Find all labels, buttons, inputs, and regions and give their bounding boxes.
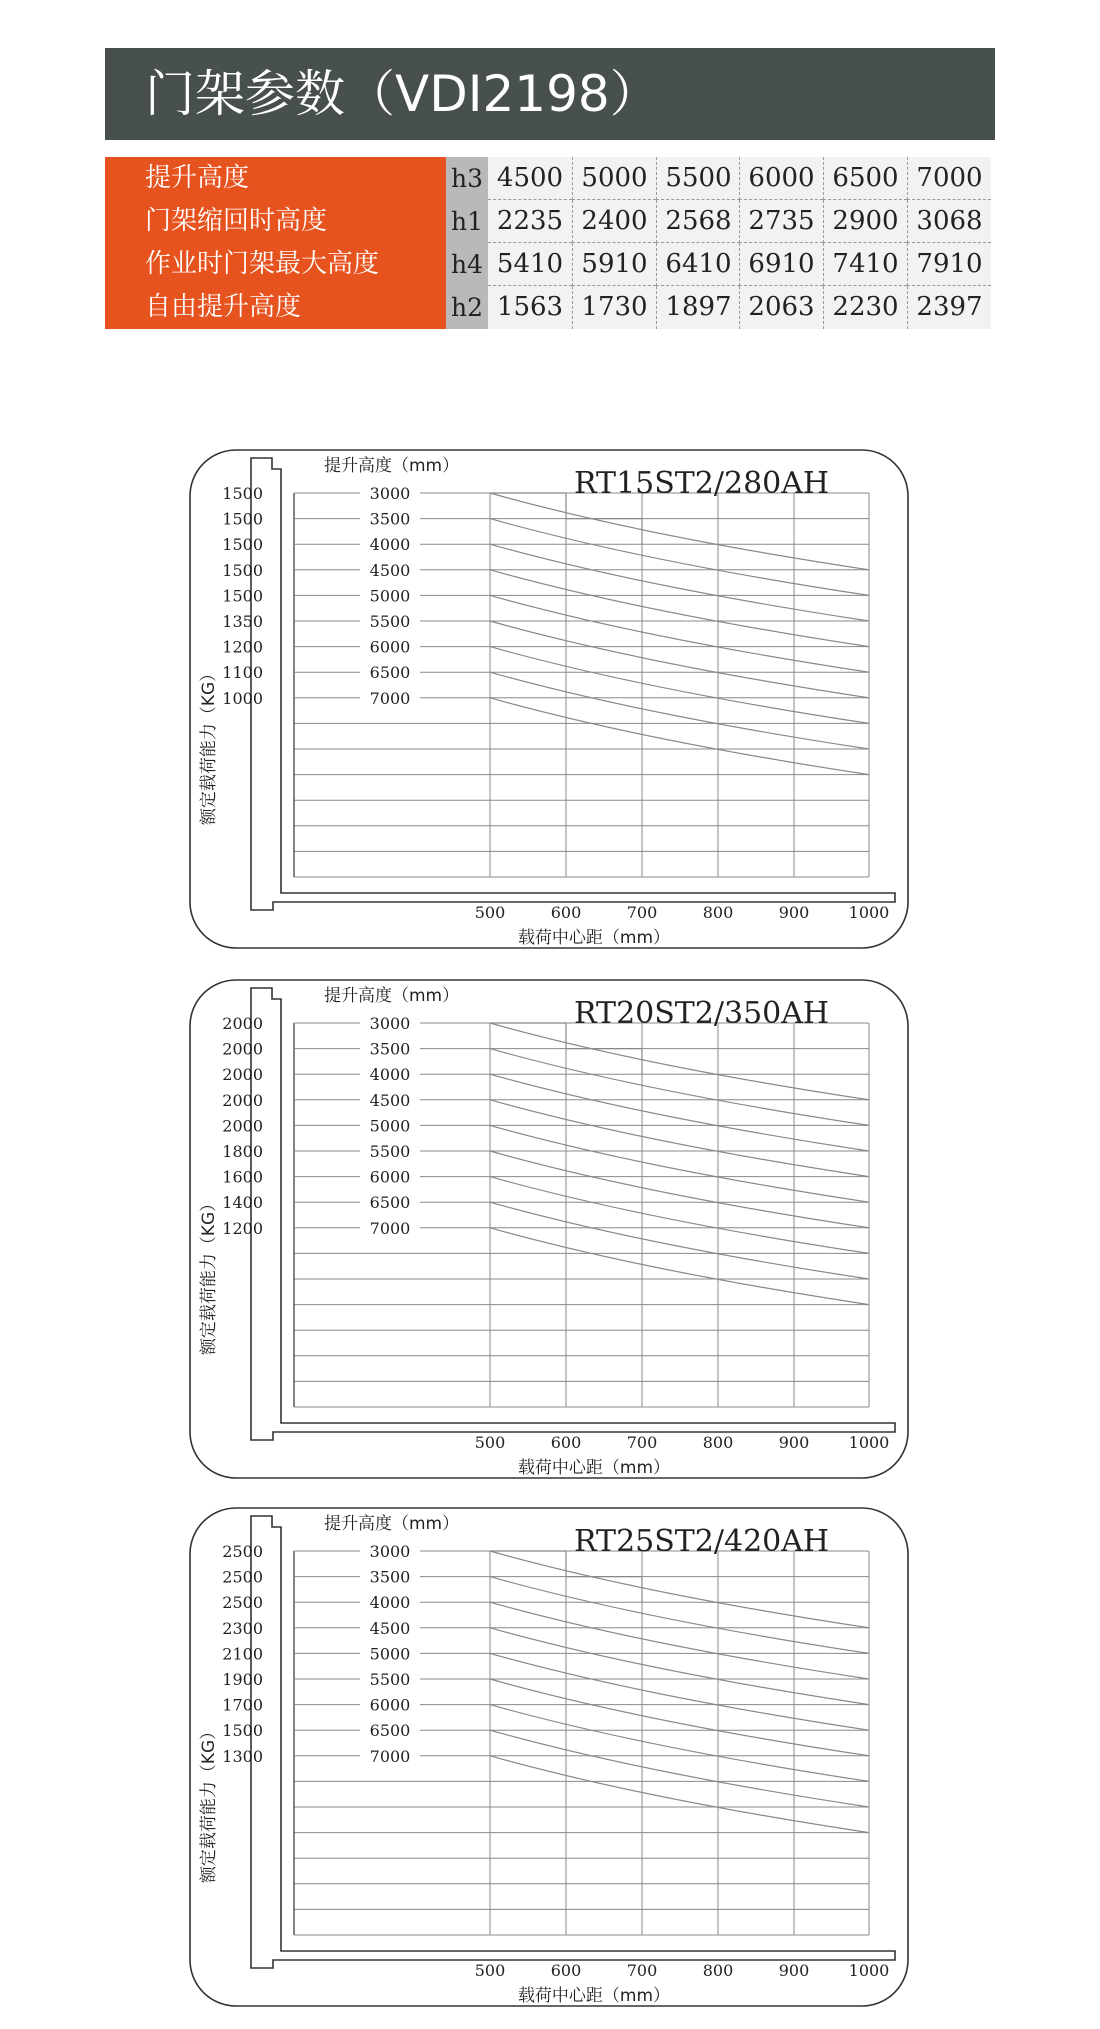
- row-label: 自由提升高度: [105, 286, 446, 329]
- capacity-curve: [490, 1756, 869, 1833]
- height-header: 提升高度（mm）: [324, 456, 460, 476]
- capacity-label: 2000: [222, 1116, 263, 1136]
- x-axis-label: 载荷中心距（mm）: [517, 1458, 671, 1478]
- x-tick-label: 600: [550, 1433, 582, 1452]
- capacity-label: 2000: [222, 1090, 263, 1110]
- table-cell: 2735: [739, 200, 823, 243]
- lift-height-label: 4500: [369, 1090, 411, 1110]
- lift-height-label: 3000: [369, 1542, 411, 1561]
- table-cell: 6500: [823, 157, 907, 200]
- chart-frame: [190, 450, 908, 948]
- lift-height-label: 3500: [369, 1567, 411, 1587]
- capacity-label: 2000: [222, 1014, 263, 1033]
- table-cell: 2230: [823, 286, 907, 329]
- load-chart: [0, 1503, 1100, 2013]
- capacity-label: 1500: [222, 560, 263, 580]
- capacity-label: 2500: [222, 1567, 263, 1587]
- table-row: [105, 243, 995, 286]
- y-axis-label: 额定载荷能力（KG）: [199, 664, 219, 826]
- capacity-label: 2500: [222, 1593, 263, 1613]
- x-tick-label: 900: [778, 903, 810, 922]
- capacity-label: 2000: [222, 1065, 263, 1085]
- load-chart: [0, 975, 1100, 1485]
- table-cell: 1897: [656, 286, 740, 329]
- x-tick-label: 600: [550, 1961, 582, 1980]
- table-cell: 7000: [907, 157, 991, 200]
- height-header: 提升高度（mm）: [324, 1514, 460, 1534]
- table-cell: 7910: [907, 243, 991, 286]
- lift-height-label: 5000: [369, 1116, 411, 1136]
- table-row: [105, 286, 995, 329]
- table-cell: 2900: [823, 200, 907, 243]
- x-tick-label: 500: [474, 903, 506, 922]
- table-cell: 6910: [739, 243, 823, 286]
- chart-title: RT20ST2/350AH: [574, 996, 830, 1031]
- lift-height-label: 3000: [369, 1014, 411, 1033]
- lift-height-label: 3500: [369, 1039, 411, 1059]
- lift-height-label: 4000: [369, 535, 411, 555]
- table-cell: 6410: [656, 243, 740, 286]
- lift-height-label: 4500: [369, 560, 411, 580]
- lift-height-label: 5500: [369, 1670, 411, 1689]
- row-label: 作业时门架最大高度: [105, 243, 446, 286]
- lift-height-label: 5000: [369, 586, 411, 606]
- row-label: 门架缩回时高度: [105, 200, 446, 243]
- chart-frame: [190, 1508, 908, 2006]
- capacity-label: 1500: [222, 484, 263, 503]
- capacity-label: 1500: [222, 1721, 263, 1741]
- row-label: 提升高度: [105, 157, 446, 200]
- lift-height-label: 5500: [369, 1142, 411, 1161]
- height-header: 提升高度（mm）: [324, 986, 460, 1006]
- capacity-label: 2100: [222, 1644, 263, 1664]
- lift-height-label: 6000: [369, 1695, 411, 1715]
- capacity-label: 1000: [222, 688, 263, 708]
- lift-height-label: 6000: [369, 1167, 411, 1187]
- capacity-curve: [490, 698, 869, 775]
- y-axis-label: 额定载荷能力（KG）: [199, 1722, 219, 1884]
- capacity-curve: [490, 1125, 869, 1202]
- table-cell: 2400: [572, 200, 656, 243]
- table-cell: 1730: [572, 286, 656, 329]
- lift-height-label: 3500: [369, 509, 411, 529]
- mast-parameter-table: [105, 157, 995, 329]
- row-code: h1: [446, 200, 488, 244]
- table-cell: 5410: [488, 243, 572, 286]
- fork-outline: [251, 988, 895, 1440]
- table-cell: 2235: [488, 200, 572, 243]
- capacity-label: 1800: [222, 1142, 263, 1161]
- page-title: 门架参数（VDI2198）: [145, 65, 660, 123]
- capacity-curve: [490, 519, 869, 596]
- x-tick-label: 1000: [848, 1961, 890, 1980]
- capacity-label: 1200: [222, 637, 263, 657]
- row-code: h3: [446, 157, 488, 201]
- table-cell: 7410: [823, 243, 907, 286]
- capacity-label: 2300: [222, 1618, 263, 1638]
- capacity-label: 1900: [222, 1670, 263, 1689]
- lift-height-label: 6000: [369, 637, 411, 657]
- table-cell: 6000: [739, 157, 823, 200]
- table-cell: 5000: [572, 157, 656, 200]
- lift-height-label: 5000: [369, 1644, 411, 1664]
- capacity-curve: [490, 493, 869, 570]
- lift-height-label: 7000: [369, 688, 411, 708]
- capacity-label: 1400: [222, 1193, 263, 1213]
- table-cell: 1563: [488, 286, 572, 329]
- capacity-curve: [490, 1202, 869, 1279]
- lift-height-label: 7000: [369, 1218, 411, 1238]
- fork-outline: [251, 1516, 895, 1968]
- capacity-curve: [490, 1577, 869, 1654]
- capacity-curves: [490, 1551, 869, 1833]
- capacity-label: 1200: [222, 1218, 263, 1238]
- capacity-label: 2000: [222, 1039, 263, 1059]
- chart-title: RT25ST2/420AH: [574, 1524, 830, 1559]
- table-cell: 2063: [739, 286, 823, 329]
- fork-outline: [251, 458, 895, 910]
- x-tick-label: 500: [474, 1961, 506, 1980]
- capacity-curves: [490, 1023, 869, 1305]
- table-cell: 2397: [907, 286, 991, 329]
- capacity-curve: [490, 1705, 869, 1782]
- capacity-curve: [490, 1679, 869, 1756]
- table-row: [105, 200, 995, 243]
- capacity-label: 1350: [222, 612, 263, 631]
- x-tick-label: 1000: [848, 903, 890, 922]
- row-code: h4: [446, 243, 488, 287]
- table-cell: 5500: [656, 157, 740, 200]
- lift-height-label: 6500: [369, 663, 411, 683]
- capacity-curve: [490, 647, 869, 724]
- capacity-curve: [490, 595, 869, 672]
- x-tick-label: 700: [626, 1433, 658, 1452]
- capacity-curve: [490, 1049, 869, 1126]
- x-tick-label: 900: [778, 1961, 810, 1980]
- capacity-curve: [490, 1602, 869, 1679]
- capacity-curve: [490, 1228, 869, 1305]
- capacity-curve: [490, 1100, 869, 1177]
- x-tick-label: 700: [626, 1961, 658, 1980]
- table-row: [105, 157, 995, 200]
- capacity-curve: [490, 1628, 869, 1705]
- capacity-curve: [490, 1151, 869, 1228]
- load-chart: [0, 445, 1100, 955]
- table-cell: 4500: [488, 157, 572, 200]
- table-cell: 2568: [656, 200, 740, 243]
- capacity-curves: [490, 493, 869, 775]
- capacity-curve: [490, 672, 869, 749]
- x-tick-label: 500: [474, 1433, 506, 1452]
- x-tick-label: 800: [702, 1433, 734, 1452]
- lift-height-label: 6500: [369, 1721, 411, 1741]
- capacity-curve: [490, 570, 869, 647]
- capacity-label: 1600: [222, 1167, 263, 1187]
- capacity-curve: [490, 1023, 869, 1100]
- x-tick-label: 1000: [848, 1433, 890, 1452]
- capacity-curve: [490, 621, 869, 698]
- capacity-label: 1700: [222, 1695, 263, 1715]
- chart-title: RT15ST2/280AH: [574, 466, 830, 501]
- row-code: h2: [446, 286, 488, 329]
- lift-height-label: 3000: [369, 484, 411, 503]
- x-tick-label: 900: [778, 1433, 810, 1452]
- capacity-curve: [490, 1551, 869, 1628]
- x-tick-label: 600: [550, 903, 582, 922]
- capacity-label: 2500: [222, 1542, 263, 1561]
- x-axis-label: 载荷中心距（mm）: [517, 928, 671, 948]
- capacity-curve: [490, 1074, 869, 1151]
- lift-height-label: 5500: [369, 612, 411, 631]
- capacity-curve: [490, 1730, 869, 1807]
- capacity-curve: [490, 1177, 869, 1254]
- capacity-label: 1100: [222, 663, 263, 683]
- lift-height-label: 6500: [369, 1193, 411, 1213]
- x-tick-label: 700: [626, 903, 658, 922]
- x-tick-label: 800: [702, 1961, 734, 1980]
- capacity-label: 1500: [222, 535, 263, 555]
- table-cell: 3068: [907, 200, 991, 243]
- capacity-curve: [490, 1653, 869, 1730]
- lift-height-label: 4500: [369, 1618, 411, 1638]
- capacity-label: 1300: [222, 1746, 263, 1766]
- capacity-label: 1500: [222, 586, 263, 606]
- lift-height-label: 7000: [369, 1746, 411, 1766]
- x-axis-label: 载荷中心距（mm）: [517, 1986, 671, 2006]
- table-cell: 5910: [572, 243, 656, 286]
- capacity-label: 1500: [222, 509, 263, 529]
- lift-height-label: 4000: [369, 1065, 411, 1085]
- y-axis-label: 额定载荷能力（KG）: [199, 1194, 219, 1356]
- chart-frame: [190, 980, 908, 1478]
- lift-height-label: 4000: [369, 1593, 411, 1613]
- x-tick-label: 800: [702, 903, 734, 922]
- capacity-curve: [490, 544, 869, 621]
